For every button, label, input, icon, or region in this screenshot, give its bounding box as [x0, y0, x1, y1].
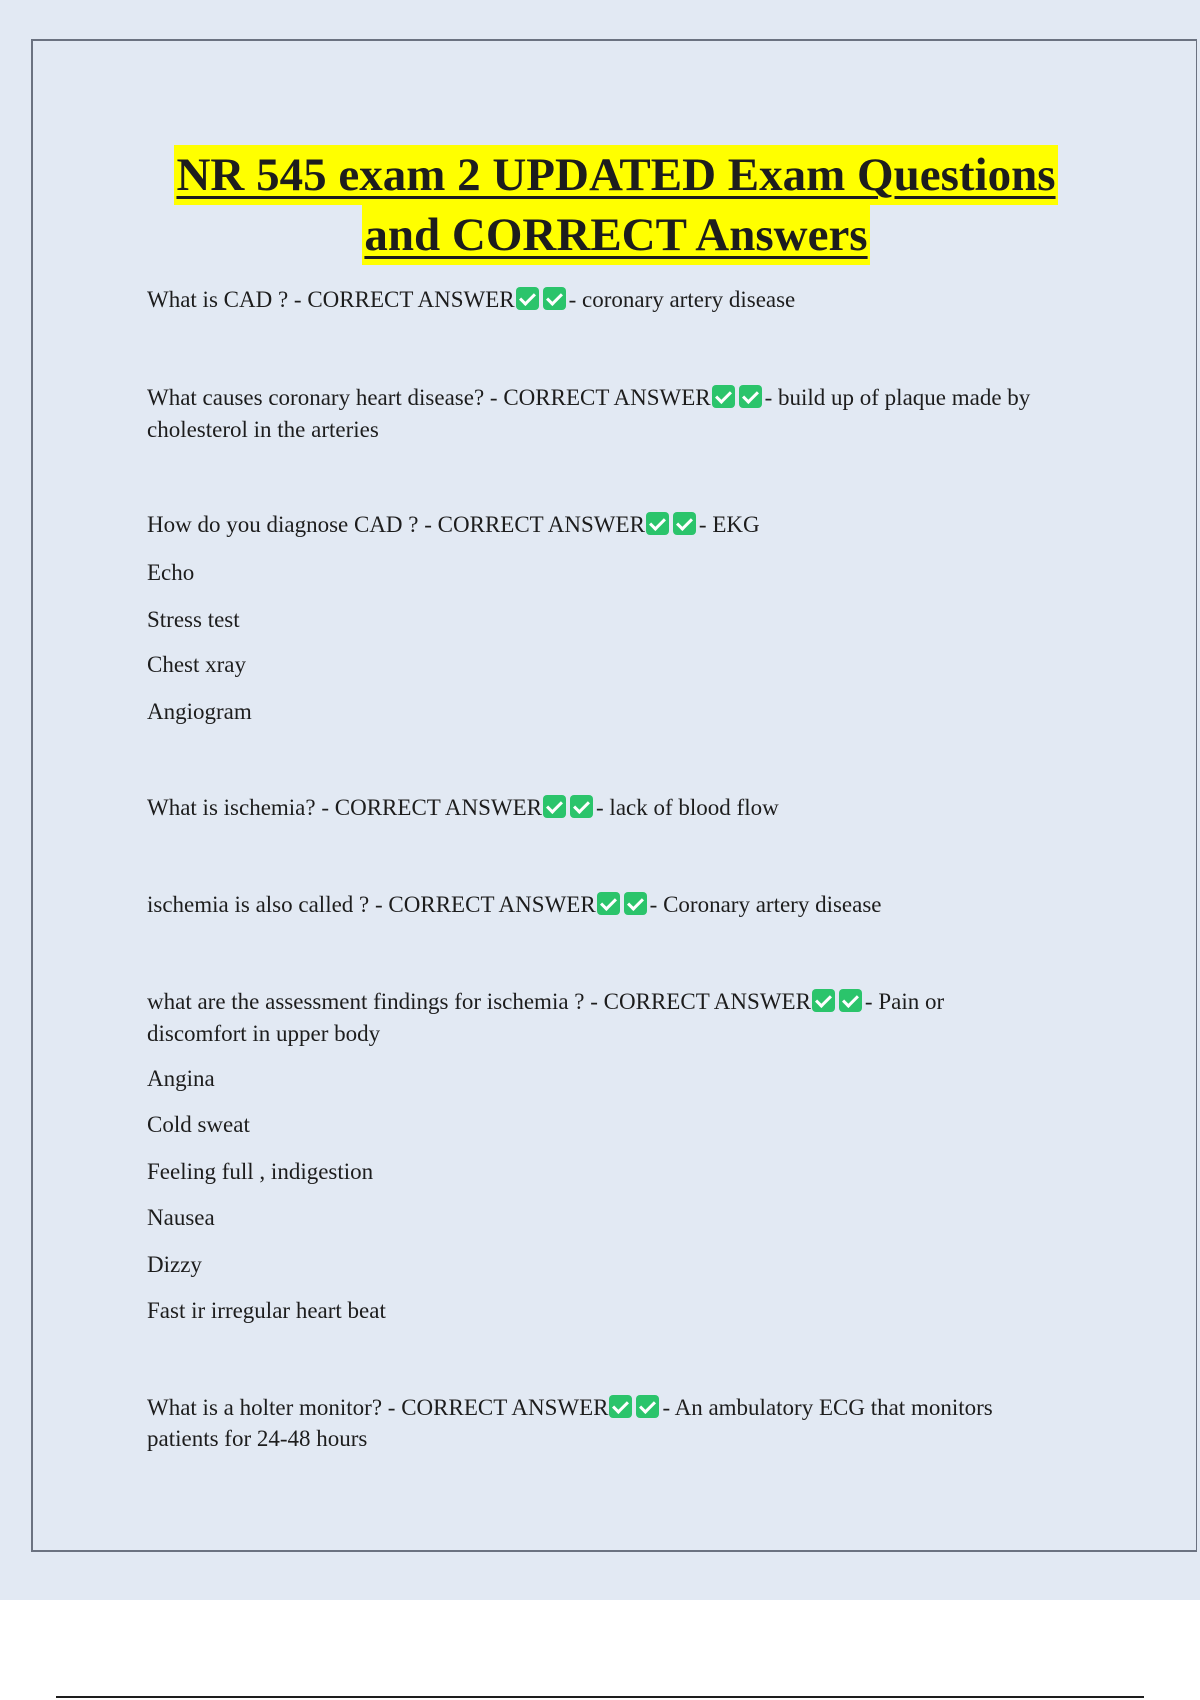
checkmark-icon: [543, 287, 566, 310]
qa-item-4-question: [147, 792, 779, 824]
answer-tag: - CORRECT ANSWER: [321, 795, 543, 820]
answer-tag: - CORRECT ANSWER: [293, 287, 515, 312]
answer-text: - EKG: [698, 512, 760, 537]
footer-divider: [56, 1696, 1144, 1698]
answer-text: - coronary artery disease: [568, 287, 796, 312]
checkmark-icon: [712, 385, 735, 408]
checkmark-icon: [597, 892, 620, 915]
checkmark-icon: [812, 989, 835, 1012]
answer-tag: - CORRECT ANSWER: [424, 512, 645, 537]
question-text: what are the assessment findings for ischemia ?: [147, 989, 585, 1014]
qa-item-3-question: [147, 509, 760, 541]
answer-text: - build up of plaque made by: [764, 385, 1031, 410]
qa-item-7-question: [147, 1392, 993, 1424]
checkmark-icon: [636, 1395, 659, 1418]
checkmark-icon: [839, 989, 862, 1012]
list-item: Nausea: [147, 1205, 215, 1230]
answer-text: - Pain or: [864, 989, 945, 1014]
checkmark-icon: [543, 795, 566, 818]
list-item: Angina: [147, 1066, 215, 1091]
checkmark-icon: [570, 795, 593, 818]
qa-item-6-answer-cont: discomfort in upper body: [147, 1021, 381, 1046]
qa-item-7-answer-cont: patients for 24-48 hours: [147, 1426, 368, 1451]
document-title: [33, 145, 1199, 265]
list-item: Cold sweat: [147, 1112, 250, 1137]
answer-tag: - CORRECT ANSWER: [489, 385, 711, 410]
question-text: What is CAD ?: [147, 287, 289, 312]
title-line-1: NR 545 exam 2 UPDATED Exam Questions: [174, 145, 1057, 205]
answer-tag: - CORRECT ANSWER: [375, 892, 596, 917]
checkmark-icon: [739, 385, 762, 408]
question-text: What is ischemia?: [147, 795, 316, 820]
checkmark-icon: [624, 892, 647, 915]
checkmark-icon: [516, 287, 539, 310]
question-text: ischemia is also called ?: [147, 892, 370, 917]
answer-text: - An ambulatory ECG that monitors: [662, 1395, 993, 1420]
list-item: Fast ir irregular heart beat: [147, 1298, 386, 1323]
document-page: [31, 39, 1197, 1552]
question-text: What causes coronary heart disease?: [147, 385, 485, 410]
list-item: Feeling full , indigestion: [147, 1159, 374, 1184]
list-item: Angiogram: [147, 699, 252, 724]
list-item: Stress test: [147, 607, 240, 632]
answer-text: - Coronary artery disease: [649, 892, 882, 917]
question-text: What is a holter monitor?: [147, 1395, 383, 1420]
qa-item-2-answer-cont: cholesterol in the arteries: [147, 417, 379, 442]
list-item: Echo: [147, 560, 195, 585]
answer-text: - lack of blood flow: [596, 795, 779, 820]
qa-item-1-question: [147, 284, 795, 316]
qa-item-5-question: [147, 889, 882, 921]
question-text: How do you diagnose CAD ?: [147, 512, 419, 537]
answer-tag: - CORRECT ANSWER: [590, 989, 811, 1014]
qa-item-6-question: [147, 986, 944, 1018]
checkmark-icon: [646, 512, 669, 535]
qa-item-2-question: [147, 382, 1030, 414]
list-item: Chest xray: [147, 652, 247, 677]
answer-tag: - CORRECT ANSWER: [387, 1395, 609, 1420]
list-item: Dizzy: [147, 1252, 202, 1277]
title-line-2: and CORRECT Answers: [362, 205, 869, 265]
checkmark-icon: [673, 512, 696, 535]
checkmark-icon: [609, 1395, 632, 1418]
